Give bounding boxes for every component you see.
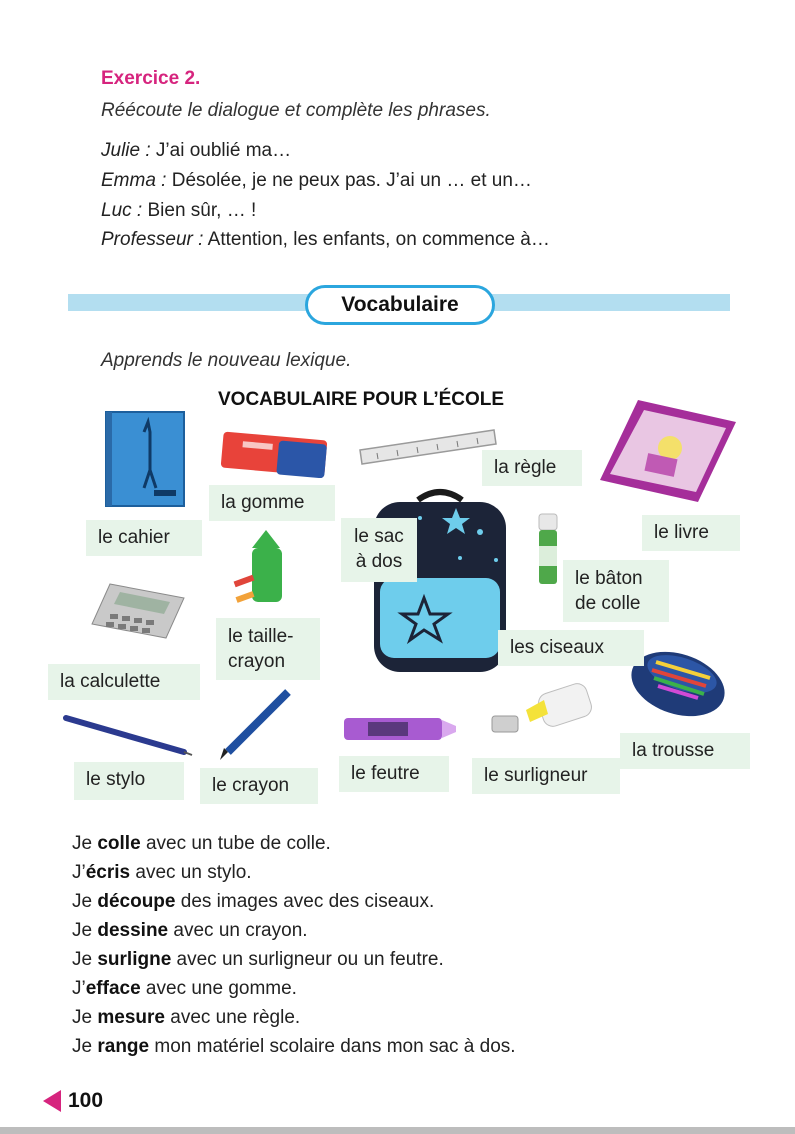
sentence — [72, 1032, 516, 1061]
label-le-taille-crayon: le taille-crayon — [216, 618, 320, 680]
label-le-feutre: le feutre — [339, 756, 449, 792]
sentence-rest: avec une gomme. — [140, 978, 297, 999]
ruler-image — [358, 428, 498, 468]
sentence-verb: colle — [97, 833, 141, 854]
label-le-baton-de-colle: le bâton de colle — [563, 560, 669, 622]
glue-stick-image — [535, 508, 561, 588]
highlighter-image — [488, 680, 596, 744]
page-number: 100 — [68, 1089, 104, 1112]
dialogue-text: Attention, les enfants, on commence à… — [203, 229, 550, 250]
sentence-verb: dessine — [97, 920, 169, 941]
dialogue-speaker: Luc : — [101, 200, 143, 221]
label-le-crayon: le crayon — [200, 768, 318, 804]
sentence — [72, 916, 516, 945]
sentence — [72, 829, 516, 858]
label-le-sac-a-dos: le sac à dos — [341, 518, 417, 582]
page-arrow-icon — [43, 1090, 61, 1112]
sentence-verb: écris — [85, 862, 131, 883]
marker-image — [338, 712, 462, 748]
label-le-stylo: le stylo — [74, 762, 184, 800]
label-la-regle: la règle — [482, 450, 582, 486]
notebook-image — [104, 410, 188, 510]
pen-image — [62, 712, 194, 758]
exercise-title: Exercice 2. — [101, 68, 201, 89]
book-image — [598, 396, 738, 506]
pencil-image — [214, 686, 296, 762]
page-bottom-strip — [0, 1127, 795, 1134]
exercise-instruction: Réécoute le dialogue et complète les phrases. — [101, 100, 491, 121]
label-les-ciseaux: les ciseaux — [498, 630, 644, 666]
sentence — [72, 1003, 516, 1032]
sentence-subject: Je — [72, 949, 98, 970]
dialogue-line — [101, 170, 532, 192]
sentence-subject: J’ — [72, 978, 86, 999]
section-title: Vocabulaire — [305, 285, 495, 325]
sentence-verb: mesure — [97, 1007, 165, 1028]
sentence-subject: Je — [72, 833, 98, 854]
label-la-calculette: la calculette — [48, 664, 200, 700]
sentence-subject: Je — [72, 920, 98, 941]
backpack-image — [360, 488, 520, 678]
dialogue-text: Bien sûr, … ! — [142, 200, 257, 221]
dialogue-speaker: Emma : — [101, 170, 167, 191]
sentence — [72, 974, 516, 1003]
sentence — [72, 858, 516, 887]
label-le-cahier: le cahier — [86, 520, 202, 556]
sentence-rest: avec un stylo. — [130, 862, 252, 883]
sentence-verb: efface — [85, 978, 141, 999]
dialogue-line — [101, 140, 291, 162]
dialogue-speaker: Julie : — [101, 140, 151, 161]
label-la-gomme: la gomme — [209, 485, 335, 521]
dialogue-speaker: Professeur : — [101, 229, 204, 250]
vocab-instruction: Apprends le nouveau lexique. — [101, 350, 352, 371]
sentence — [72, 887, 516, 916]
sentence-verb: surligne — [97, 949, 172, 970]
sentence-verb: découpe — [97, 891, 176, 912]
sentence-subject: J’ — [72, 862, 86, 883]
sentence-rest: avec un tube de colle. — [140, 833, 331, 854]
sentence-subject: Je — [72, 1036, 98, 1057]
label-la-trousse: la trousse — [620, 733, 750, 769]
vocab-heading: VOCABULAIRE POUR L’ÉCOLE — [218, 389, 505, 410]
dialogue-text: Désolée, je ne peux pas. J’ai un … et un… — [166, 170, 532, 191]
example-sentences — [72, 829, 516, 1061]
sentence-verb: range — [97, 1036, 150, 1057]
sentence-subject: Je — [72, 1007, 98, 1028]
sentence-subject: Je — [72, 891, 98, 912]
label-le-surligneur: le surligneur — [472, 758, 620, 794]
sentence-rest: mon matériel scolaire dans mon sac à dos. — [149, 1036, 516, 1057]
eraser-image — [218, 430, 330, 478]
calculator-image — [90, 580, 186, 642]
sentence — [72, 945, 516, 974]
label-le-livre: le livre — [642, 515, 740, 551]
sentence-rest: avec un surligneur ou un feutre. — [171, 949, 444, 970]
sentence-rest: des images avec des ciseaux. — [175, 891, 435, 912]
dialogue-line — [101, 200, 256, 222]
dialogue-text: J’ai oublié ma… — [150, 140, 292, 161]
sentence-rest: avec un crayon. — [168, 920, 308, 941]
sentence-rest: avec une règle. — [164, 1007, 301, 1028]
dialogue-line — [101, 229, 550, 251]
pencil-sharpener-image — [230, 528, 298, 608]
